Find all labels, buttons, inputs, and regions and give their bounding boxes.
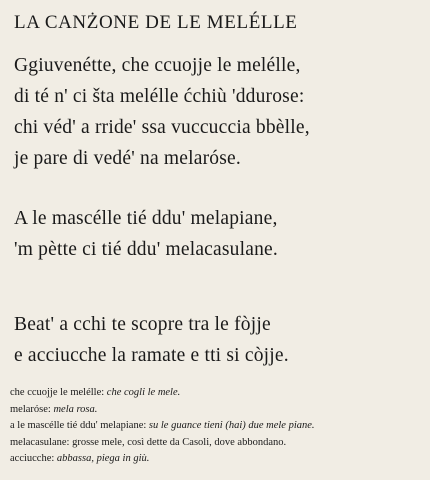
verse-line: chi véd' a rride' ssa vuccuccia bbèlle, [14, 117, 310, 138]
footnote-term: melaróse: [10, 403, 51, 415]
verse-line: di té n' ci šta melélle ćchiù 'ddurose: [14, 86, 305, 107]
verse-line: Beat' a cchi te scopre tra le fòjje [14, 314, 271, 335]
footnote-gloss: grosse mele, così dette da Casoli, dove abbondano. [72, 436, 287, 448]
footnote-gloss: su le guance tieni (hai) due mele piane. [148, 420, 315, 431]
footnote [10, 402, 315, 419]
verse-line: Ggiuvenétte, che ccuojje le melélle, [14, 55, 301, 76]
poem-title: LA CANŻONE DE LE MELÉLLE [14, 12, 298, 33]
footnote-term: che ccuojje le melélle: [10, 387, 105, 398]
footnote [10, 451, 315, 468]
stanza-3 [14, 309, 289, 371]
verse-line: 'm pètte ci tié ddu' melacasulane. [14, 239, 278, 260]
footnote-term: acciucche: [10, 453, 55, 464]
footnote-term: melacasulane: [10, 436, 70, 448]
stanza-2 [14, 203, 278, 265]
footnote [10, 435, 315, 452]
footnotes [10, 385, 315, 468]
verse-line: A le mascélle tié ddu' melapiane, [14, 208, 278, 229]
footnote-gloss: abbassa, piega in giù. [56, 453, 150, 464]
stanza-1 [14, 50, 310, 174]
footnote-term: a le mascélle tié ddu' melapiane: [10, 420, 147, 431]
footnote-gloss: mela rosa. [53, 403, 98, 415]
footnote [10, 418, 315, 435]
verse-line: e acciucche la ramate e tti si còjje. [14, 345, 289, 366]
verse-line: je pare di vedé' na melaróse. [14, 148, 241, 169]
footnote-gloss: che cogli le mele. [106, 387, 181, 398]
footnote [10, 385, 315, 402]
